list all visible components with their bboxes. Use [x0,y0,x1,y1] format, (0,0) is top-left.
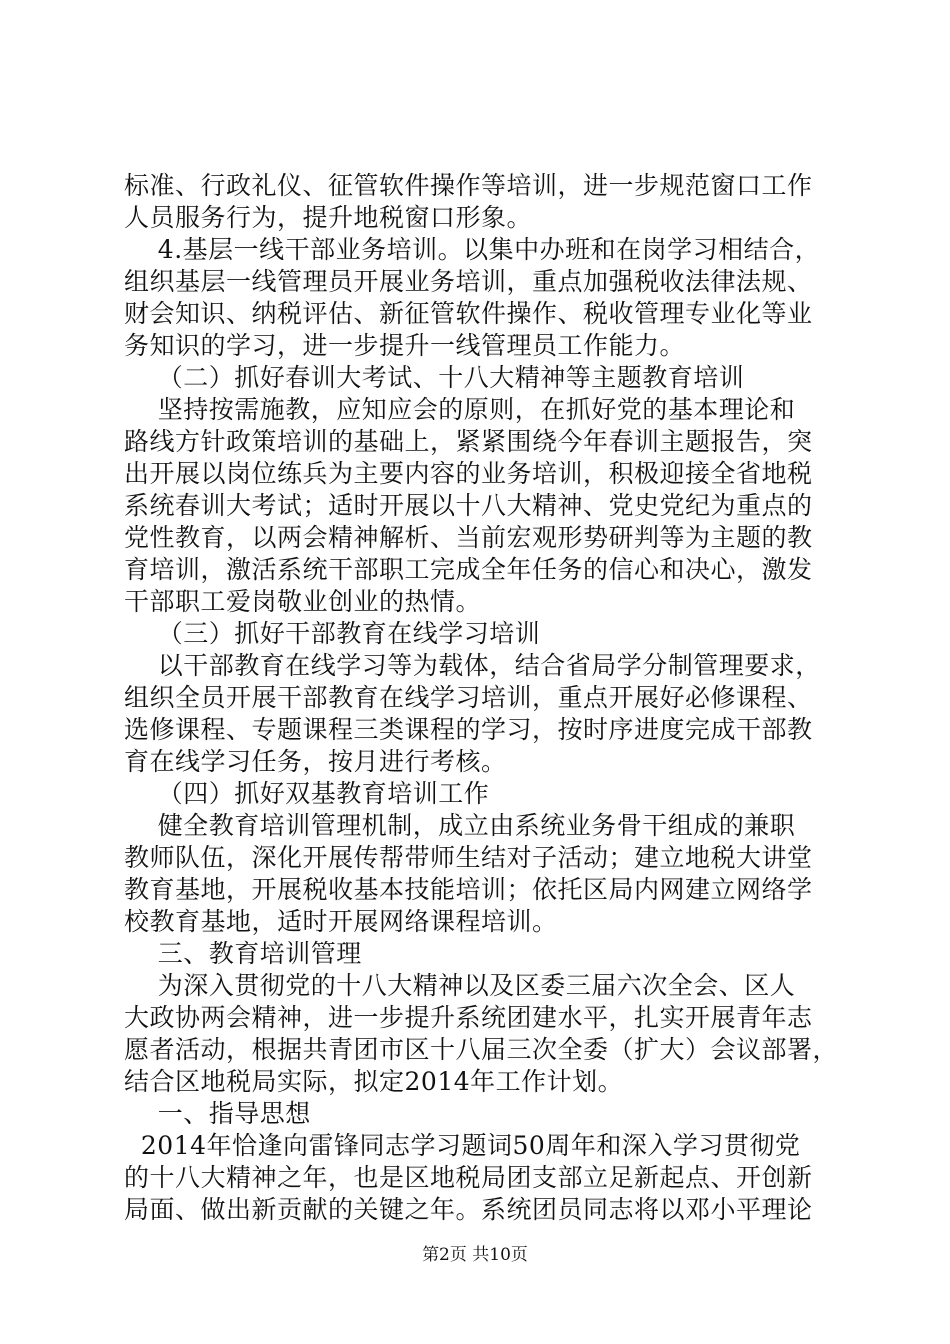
text-line: 愿者活动，根据共青团市区十八届三次全委（扩大）会议部署， [124,1035,839,1064]
text-line: 三、教育培训管理 [124,939,362,968]
text-line: 教师队伍，深化开展传帮带师生结对子活动；建立地税大讲堂 [124,843,813,872]
text-line: 干部职工爱岗敬业创业的热情。 [124,587,482,616]
text-line: （四）抓好双基教育培训工作 [124,779,490,808]
text-line: 结合区地税局实际，拟定2014年工作计划。 [124,1067,624,1096]
text-line: 组织基层一线管理员开展业务培训，重点加强税收法律法规、 [124,267,813,296]
text-line: 路线方针政策培训的基础上，紧紧围绕今年春训主题报告，突 [124,427,813,456]
text-line: 2014年恰逢向雷锋同志学习题词50周年和深入学习贯彻党 [124,1131,801,1160]
text-line: 系统春训大考试；适时开展以十八大精神、党史党纪为重点的 [124,491,813,520]
text-line: 财会知识、纳税评估、新征管软件操作、税收管理专业化等业 [124,299,813,328]
text-line: 健全教育培训管理机制，成立由系统业务骨干组成的兼职 [124,811,796,840]
text-line: 4.基层一线干部业务培训。以集中办班和在岗学习相结合， [124,235,821,264]
text-line: 教育基地，开展税收基本技能培训；依托区局内网建立网络学 [124,875,813,904]
text-line: 标准、行政礼仪、征管软件操作等培训，进一步规范窗口工作 [124,171,813,200]
text-line: 为深入贯彻党的十八大精神以及区委三届六次全会、区人 [124,971,796,1000]
text-line: 务知识的学习，进一步提升一线管理员工作能力。 [124,331,686,360]
text-line: 局面、做出新贡献的关键之年。系统团员同志将以邓小平理论 [124,1195,813,1224]
text-line: 大政协两会精神，进一步提升系统团建水平，扎实开展青年志 [124,1003,813,1032]
text-line: （三）抓好干部教育在线学习培训 [124,619,541,648]
text-line: 以干部教育在线学习等为载体，结合省局学分制管理要求， [124,651,821,680]
text-line: 校教育基地，适时开展网络课程培训。 [124,907,558,936]
page-footer: 第2页 共10页 [422,1245,528,1265]
text-line: （二）抓好春训大考试、十八大精神等主题教育培训 [124,363,745,392]
text-line: 的十八大精神之年，也是区地税局团支部立足新起点、开创新 [124,1163,813,1192]
document-body [124,170,844,1226]
text-line: 选修课程、专题课程三类课程的学习，按时序进度完成干部教 [124,715,813,744]
text-line: 育在线学习任务，按月进行考核。 [124,747,507,776]
text-line: 坚持按需施教，应知应会的原则，在抓好党的基本理论和 [124,395,796,424]
text-line: 组织全员开展干部教育在线学习培训，重点开展好必修课程、 [124,683,813,712]
text-line: 出开展以岗位练兵为主要内容的业务培训，积极迎接全省地税 [124,459,813,488]
text-line: 党性教育，以两会精神解析、当前宏观形势研判等为主题的教 [124,523,813,552]
text-line: 人员服务行为，提升地税窗口形象。 [124,203,533,232]
text-line: 一、指导思想 [124,1099,311,1128]
text-line: 育培训，激活系统干部职工完成全年任务的信心和决心，激发 [124,555,813,584]
